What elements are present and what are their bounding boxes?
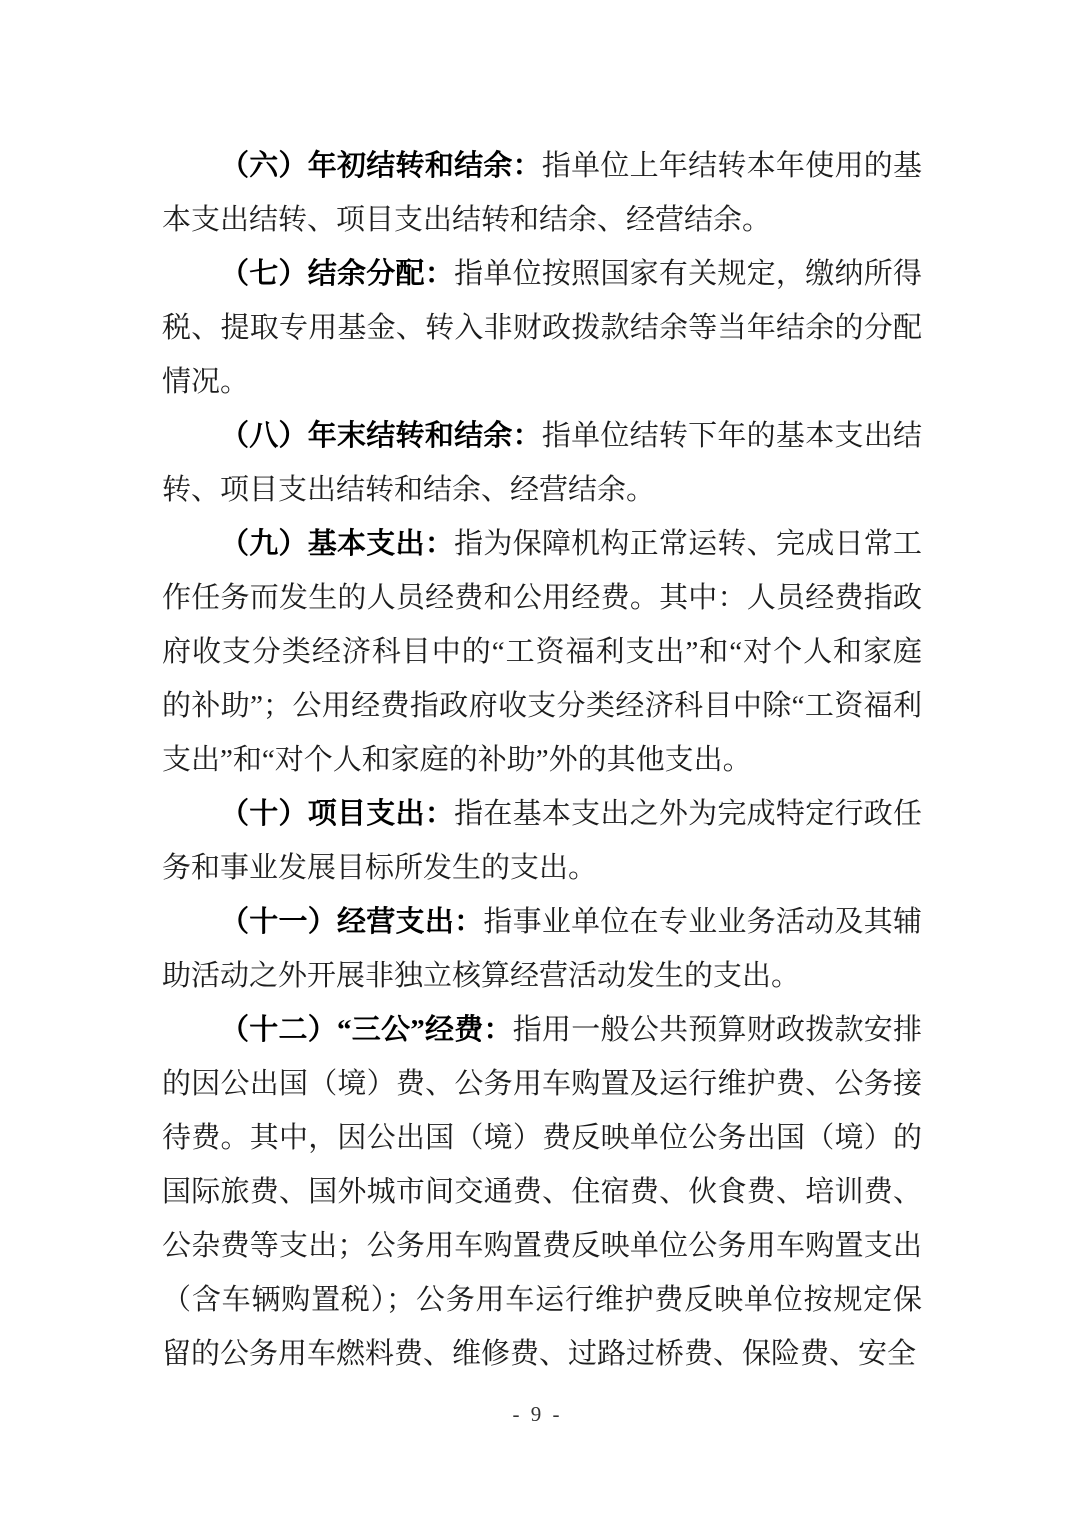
definition-paragraph xyxy=(162,247,922,409)
term-label: （十二）“三公”经费： xyxy=(220,1014,513,1046)
term-label: （八）年末结转和结余： xyxy=(220,420,542,452)
definition-paragraph xyxy=(162,787,922,895)
document-body xyxy=(162,139,922,1381)
term-label: （十一）经营支出： xyxy=(220,906,484,938)
term-definition: 指单位上年结转本年使用的基本支出结转、项目支出结转和结余、经营结余。 xyxy=(162,150,922,236)
term-definition: 指单位按照国家有关规定，缴纳所得税、提取专用基金、转入非财政拨款结余等当年结余的分配情况。 xyxy=(162,258,922,398)
term-label: （七）结余分配： xyxy=(220,258,455,290)
term-definition: 指事业单位在专业业务活动及其辅助活动之外开展非独立核算经营活动发生的支出。 xyxy=(162,906,922,992)
term-label: （十）项目支出： xyxy=(220,798,455,830)
term-label: （九）基本支出： xyxy=(220,528,455,560)
definition-paragraph xyxy=(162,409,922,517)
definition-paragraph xyxy=(162,1003,922,1381)
term-definition: 指单位结转下年的基本支出结转、项目支出结转和结余、经营结余。 xyxy=(162,420,922,506)
definition-paragraph xyxy=(162,895,922,1003)
term-definition: 指用一般公共预算财政拨款安排的因公出国（境）费、公务用车购置及运行维护费、公务接待费。其中，因公出国（境）费反映单位公务出国（境）的国际旅费、国外城市间交通费、住宿费、伙食费、培训费、公杂费等支出；公务用车购置费反映单位公务用车购置支出（含车辆购置税）；公务用车运行维护费反映单位按规定保留的公务用车燃料费、维修费、过路过桥费、保险费、安全 xyxy=(162,1014,922,1370)
term-definition: 指在基本支出之外为完成特定行政任务和事业发展目标所发生的支出。 xyxy=(162,798,922,884)
term-definition: 指为保障机构正常运转、完成日常工作任务而发生的人员经费和公用经费。其中：人员经费指政府收支分类经济科目中的“工资福利支出”和“对个人和家庭的补助”；公用经费指政府收支分类经济科目中除“工资福利支出”和“对个人和家庭的补助”外的其他支出。 xyxy=(162,528,922,776)
page-footer xyxy=(0,1402,1075,1427)
definition-paragraph xyxy=(162,517,922,787)
term-label: （六）年初结转和结余： xyxy=(220,150,542,182)
definition-paragraph xyxy=(162,139,922,247)
page-number: - 9 - xyxy=(512,1402,563,1426)
